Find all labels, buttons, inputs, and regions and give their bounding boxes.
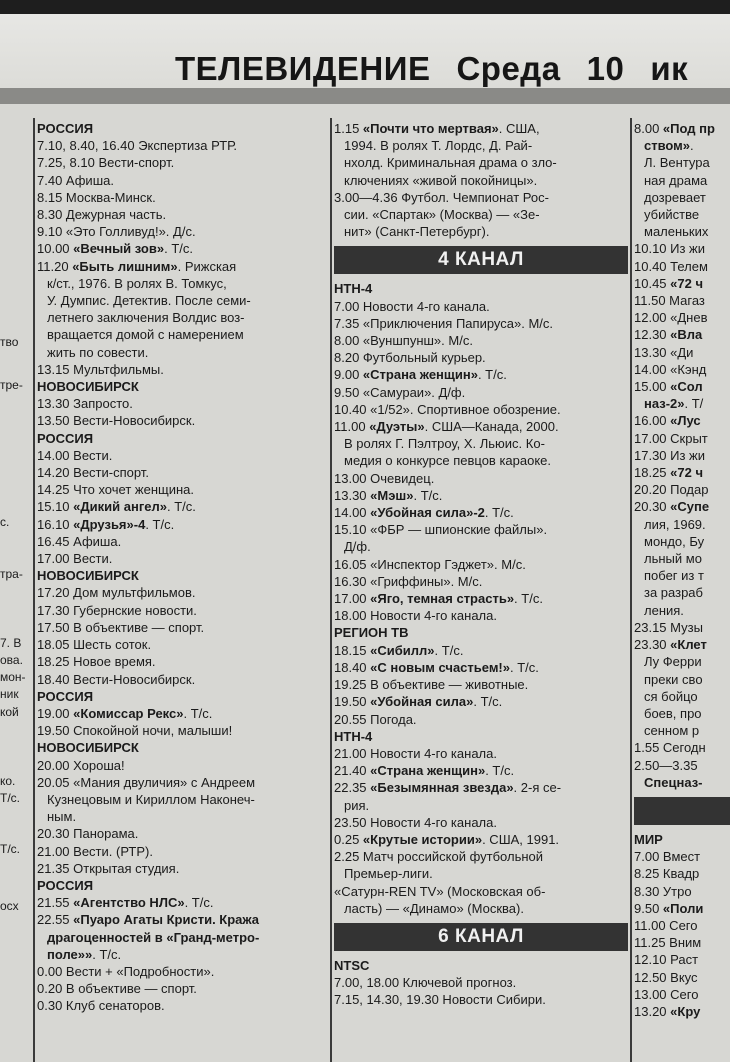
schedule-line: ная драма	[644, 172, 708, 188]
column-left-fragment	[0, 334, 32, 916]
page-title	[175, 50, 688, 88]
schedule-text: 11.00	[334, 419, 370, 435]
column-rossiya	[37, 120, 328, 1015]
schedule-line	[37, 240, 328, 257]
schedule-text: 16.00	[634, 413, 671, 429]
schedule-text: . Т/	[684, 396, 704, 412]
schedule-line: 11.25 Вним	[634, 935, 702, 951]
column-divider	[630, 118, 632, 1062]
schedule-line	[37, 498, 328, 515]
schedule-line	[334, 504, 628, 521]
title-date: 10	[586, 50, 625, 87]
program-title: «Вла	[670, 327, 703, 343]
channel-heading: 4 КАНАЛ	[334, 246, 628, 274]
region-heading: РОССИЯ	[37, 688, 94, 704]
schedule-text: . Т/с.	[413, 487, 443, 503]
program-title: «Под пр	[662, 121, 715, 136]
schedule-line: 18.25 Новое время.	[37, 654, 156, 670]
region-heading: НОВОСИБИРСК	[37, 379, 139, 395]
schedule-text: 18.15	[334, 642, 371, 658]
schedule-line	[334, 831, 628, 848]
schedule-line: сии. «Спартак» (Москва) — «Зе-	[344, 207, 540, 223]
column-divider	[33, 118, 35, 1062]
region-heading: НОВОСИБИРСК	[37, 568, 139, 584]
schedule-text: 22.55	[37, 912, 74, 928]
program-title: «Дикий ангел»	[73, 499, 167, 515]
schedule-line: 13.00 Сего	[634, 986, 699, 1002]
schedule-text: 19.50	[334, 694, 371, 710]
program-title: «Безымянная звезда»	[370, 780, 514, 796]
title-day: Среда	[456, 50, 561, 87]
schedule-text: 20.30	[634, 499, 671, 515]
schedule-text: . США—Канада, 2000.	[424, 419, 559, 435]
top-edge	[0, 0, 730, 14]
schedule-text: . Т/с.	[477, 367, 507, 383]
schedule-line: 7.00 Вмест	[634, 849, 701, 865]
schedule-line: 13.00 Очевидец.	[334, 470, 435, 486]
schedule-line: 15.10 «ФБР — шпионские файлы».	[334, 522, 548, 538]
schedule-line: 9.50 «Самураи». Д/ф.	[334, 384, 466, 400]
schedule-line: 7.25, 8.10 Вести-спорт.	[37, 155, 175, 171]
schedule-line	[37, 894, 328, 911]
schedule-line: 7.35 «Приключения Папируса». М/с.	[334, 315, 554, 331]
schedule-text: . Рижская	[177, 258, 237, 274]
schedule-line	[334, 659, 628, 676]
region-heading: НТН-4	[334, 728, 373, 744]
schedule-line: 8.15 Москва-Минск.	[37, 189, 156, 205]
schedule-line	[634, 774, 730, 791]
schedule-text: 15.10	[37, 499, 74, 515]
schedule-line: 0.30 Клуб сенаторов.	[37, 998, 165, 1014]
region-heading: NTSC	[334, 957, 370, 973]
schedule-line: Премьер-лиги.	[344, 866, 433, 882]
program-title: «Сибилл»	[370, 642, 435, 658]
header-rule	[0, 88, 730, 104]
title-month-fragment: ик	[650, 50, 689, 87]
schedule-line: рия.	[344, 797, 370, 813]
schedule-line: 10.10 Из жи	[634, 241, 706, 257]
schedule-text: 10.45	[634, 275, 671, 291]
program-title: наз-2»	[644, 396, 685, 412]
schedule-line: Т/с.	[0, 791, 20, 806]
schedule-line	[334, 418, 628, 435]
schedule-line: 8.30 Дежурная часть.	[37, 207, 167, 223]
schedule-line: 1.55 Сегодн	[634, 740, 706, 756]
schedule-line	[634, 636, 730, 653]
schedule-text: . Т/с.	[434, 642, 464, 658]
schedule-line: 17.20 Дом мультфильмов.	[37, 585, 196, 601]
schedule-line: У. Думпис. Детектив. После семи-	[47, 293, 251, 309]
schedule-line	[37, 705, 328, 722]
schedule-line: 8.00 «Вуншпунш». М/с.	[334, 333, 473, 349]
schedule-line: Лу Ферри	[644, 654, 702, 670]
region-heading: МИР	[634, 831, 663, 847]
program-title: «Вечный зов»	[73, 241, 165, 257]
program-title: «72 ч	[670, 465, 704, 481]
schedule-line: нхолд. Криминальная драма о зло-	[344, 155, 557, 171]
schedule-line: 12.10 Раст	[634, 952, 699, 968]
schedule-line: маленьких	[644, 224, 709, 240]
schedule-line: ным.	[47, 809, 77, 825]
schedule-line: мон-	[0, 670, 26, 685]
schedule-line: 20.20 Подар	[634, 482, 709, 498]
schedule-line: тре-	[0, 378, 23, 393]
program-title: Спецназ-	[644, 774, 703, 790]
schedule-text: . Т/с.	[164, 241, 193, 257]
schedule-text: 21.40	[334, 763, 371, 779]
column-4-kanal	[334, 120, 628, 1009]
schedule-line: 9.10 «Это Голливуд!». Д/с.	[37, 224, 196, 240]
schedule-line: ления.	[644, 602, 684, 618]
schedule-line: ник	[0, 687, 19, 702]
schedule-line: 7.00, 18.00 Ключевой прогноз.	[334, 975, 517, 991]
program-title: «Поли	[662, 900, 704, 916]
schedule-text: . США, 1991.	[482, 831, 560, 847]
schedule-line: медия о конкурсе певцов караоке.	[344, 453, 552, 469]
schedule-line: тра-	[0, 566, 23, 581]
schedule-text: . Т/с.	[485, 763, 515, 779]
schedule-line: 7.40 Афиша.	[37, 172, 114, 188]
schedule-text: . Т/с.	[473, 694, 503, 710]
schedule-line	[634, 412, 730, 429]
schedule-text: 14.00	[334, 505, 371, 521]
schedule-line: осх	[0, 899, 19, 914]
schedule-line: лия, 1969.	[644, 516, 706, 532]
schedule-line: жить по совести.	[47, 344, 149, 360]
schedule-line	[334, 642, 628, 659]
schedule-text: . 2-я се-	[513, 780, 562, 796]
schedule-line: В ролях Г. Пэлтроу, Х. Льюис. Ко-	[344, 436, 545, 452]
program-title: «Крутые истории»	[362, 831, 483, 847]
schedule-text: .	[690, 138, 694, 154]
schedule-line: 18.40 Вести-Новосибирск.	[37, 671, 196, 687]
schedule-text: 21.55	[37, 895, 74, 911]
schedule-line	[334, 590, 628, 607]
schedule-line: 7. В	[0, 635, 22, 650]
schedule-line: ова.	[0, 653, 23, 668]
schedule-line: 16.45 Афиша.	[37, 533, 122, 549]
program-title: «Убойная сила»-2	[370, 505, 485, 521]
region-heading: НТН-4	[334, 281, 373, 297]
schedule-text: 22.35	[334, 780, 371, 796]
region-heading: РОССИЯ	[37, 121, 94, 136]
schedule-line	[334, 693, 628, 710]
schedule-line: Кузнецовым и Кириллом Наконеч-	[47, 791, 255, 807]
schedule-text: 15.00	[634, 379, 671, 395]
schedule-line: 8.25 Квадр	[634, 866, 700, 882]
page-header	[0, 14, 730, 88]
schedule-line: убийстве	[644, 207, 700, 223]
schedule-line: «Сатурн-REN TV» (Московская об-	[334, 883, 546, 899]
schedule-line: 2.25 Матч российской футбольной	[334, 849, 544, 865]
schedule-text: 13.20	[634, 1003, 671, 1019]
schedule-line: 23.15 Музы	[634, 619, 703, 635]
program-title: «Почти что мертвая»	[362, 121, 499, 136]
schedule-line	[334, 366, 628, 383]
region-heading: РОССИЯ	[37, 430, 94, 446]
schedule-line: 20.30 Панорама.	[37, 826, 139, 842]
schedule-line: 17.00 Вести.	[37, 551, 113, 567]
schedule-text: 19.00	[37, 705, 74, 721]
program-title: «Друзья»-4	[73, 516, 146, 532]
schedule-line	[634, 275, 730, 292]
schedule-line: 18.00 Новости 4-го канала.	[334, 608, 497, 624]
program-title: «Лус	[670, 413, 701, 429]
schedule-line: с.	[0, 515, 10, 530]
schedule-line: дозревает	[644, 189, 706, 205]
schedule-line: 14.00 Вести.	[37, 447, 113, 463]
schedule-text: 0.25	[334, 831, 363, 847]
program-title: «Агентство НЛС»	[73, 895, 185, 911]
schedule-line	[334, 487, 628, 504]
schedule-text: 1.15	[334, 121, 363, 136]
schedule-line	[634, 326, 730, 343]
program-title: «Мэш»	[370, 487, 414, 503]
schedule-line: 19.50 Спокойной ночи, малыши!	[37, 723, 233, 739]
schedule-line: сенном р	[644, 723, 700, 739]
schedule-line: 7.10, 8.40, 16.40 Экспертиза РТР.	[37, 138, 237, 154]
program-title: «Убойная сила»	[370, 694, 474, 710]
schedule-line: летнего заключения Волдис воз-	[47, 310, 245, 326]
schedule-line: ключениях «живой покойницы».	[344, 172, 538, 188]
program-title: драгоценностей в «Гранд-метро-	[47, 929, 260, 945]
schedule-line: 16.05 «Инспектор Гэджет». М/с.	[334, 556, 526, 572]
program-title: «Быть лишним»	[72, 258, 178, 274]
program-title: «Комиссар Рекс»	[73, 705, 184, 721]
schedule-line	[334, 120, 628, 137]
schedule-text: 18.25	[634, 465, 671, 481]
schedule-line: 19.25 В объективе — животные.	[334, 677, 529, 693]
schedule-line: 13.50 Вести-Новосибирск.	[37, 413, 196, 429]
schedule-line	[634, 498, 730, 515]
region-heading: НОВОСИБИРСК	[37, 740, 139, 756]
schedule-line: 0.00 Вести + «Подробности».	[37, 963, 215, 979]
schedule-line: 14.00 «Кэнд	[634, 361, 707, 377]
schedule-text: 12.30	[634, 327, 671, 343]
schedule-line: 17.50 В объективе — спорт.	[37, 619, 205, 635]
schedule-line: 14.25 Что хочет женщина.	[37, 482, 194, 498]
schedule-text: 10.00	[37, 241, 74, 257]
schedule-line: 14.20 Вести-спорт.	[37, 465, 149, 481]
schedule-line: ко.	[0, 773, 16, 788]
schedule-line: 20.00 Хороша!	[37, 757, 125, 773]
schedule-text: 11.20	[37, 258, 73, 274]
schedule-line	[634, 900, 730, 917]
schedule-line: 21.35 Открытая студия.	[37, 860, 180, 876]
program-title: «Дуэты»	[369, 419, 425, 435]
schedule-line: кой	[0, 704, 19, 719]
schedule-text: . Т/с.	[166, 499, 196, 515]
schedule-text: 9.00	[334, 367, 363, 383]
schedule-line: 10.40 Телем	[634, 258, 708, 274]
schedule-text: . Т/с.	[183, 705, 213, 721]
schedule-line: 0.20 В объективе — спорт.	[37, 981, 197, 997]
schedule-text: 13.30	[334, 487, 371, 503]
schedule-text: 16.10	[37, 516, 74, 532]
schedule-line: 2.50—3.35	[634, 757, 698, 773]
schedule-line: Т/с.	[0, 842, 20, 857]
schedule-line: 21.00 Вести. (РТР).	[37, 843, 153, 859]
schedule-line: 16.30 «Гриффины». М/с.	[334, 573, 483, 589]
program-title: поле»»	[47, 946, 93, 962]
schedule-line: 18.05 Шесть соток.	[37, 637, 152, 653]
schedule-line: ласть) — «Динамо» (Москва).	[344, 900, 524, 916]
schedule-line: 13.15 Мультфильмы.	[37, 361, 164, 377]
schedule-line: ся бойцо	[644, 688, 698, 704]
schedule-line: 8.20 Футбольный курьер.	[334, 350, 486, 366]
schedule-line: тво	[0, 335, 19, 349]
program-title: «Сол	[670, 379, 703, 395]
column-right-fragment	[634, 120, 730, 1020]
schedule-line: 17.30 Из жи	[634, 447, 706, 463]
schedule-line: 13.30 «Ди	[634, 344, 694, 360]
schedule-line: 21.00 Новости 4-го канала.	[334, 745, 497, 761]
schedule-line	[37, 911, 328, 928]
schedule-line	[37, 929, 328, 946]
title-main: ТЕЛЕВИДЕНИЕ	[175, 50, 431, 87]
schedule-line: 12.50 Вкус	[634, 969, 698, 985]
schedule-line: 7.00 Новости 4-го канала.	[334, 298, 490, 314]
schedule-line: 7.15, 14.30, 19.30 Новости Сибири.	[334, 992, 546, 1008]
schedule-text: . США,	[498, 121, 540, 136]
schedule-line: 10.40 «1/52». Спортивное обозрение.	[334, 401, 561, 417]
schedule-line	[634, 378, 730, 395]
schedule-text: 17.00	[334, 591, 371, 607]
program-title: ством»	[644, 138, 691, 154]
schedule-text: . Т/с.	[145, 516, 175, 532]
schedule-line: побег из т	[644, 568, 704, 584]
schedule-line: 20.05 «Мания двуличия» с Андреем	[37, 774, 256, 790]
program-title: «С новым счастьем!»	[370, 659, 510, 675]
schedule-line: 12.00 «Днев	[634, 310, 708, 326]
region-heading: РЕГИОН ТВ	[334, 625, 409, 641]
schedule-page	[0, 104, 730, 1062]
schedule-line: 3.00—4.36 Футбол. Чемпионат Рос-	[334, 189, 549, 205]
schedule-text: 23.30	[634, 637, 671, 653]
schedule-line	[334, 779, 628, 796]
schedule-line: 17.30 Губернские новости.	[37, 602, 197, 618]
schedule-text: . Т/с.	[92, 946, 122, 962]
program-title: «Страна женщин»	[370, 763, 486, 779]
channel-heading: 6 КАНАЛ	[334, 923, 628, 951]
schedule-text: . Т/с.	[514, 591, 543, 607]
program-title: «Пуаро Агаты Кристи. Кража	[73, 912, 260, 928]
program-title: «72 ч	[670, 275, 704, 291]
schedule-line	[634, 1003, 730, 1020]
schedule-line	[634, 395, 730, 412]
schedule-text: . Т/с.	[184, 895, 214, 911]
schedule-line	[37, 516, 328, 533]
schedule-line: 1994. В ролях Т. Лордс, Д. Рай-	[344, 138, 533, 154]
schedule-line: преки сво	[644, 671, 703, 687]
region-heading: РОССИЯ	[37, 877, 94, 893]
schedule-line: 8.30 Утро	[634, 883, 692, 899]
program-title: «Супе	[670, 499, 710, 515]
schedule-line: 11.00 Сего	[634, 917, 698, 933]
schedule-line	[634, 137, 730, 154]
schedule-line: вращается домой с намерением	[47, 327, 244, 343]
program-title: «Страна женщин»	[362, 367, 478, 383]
schedule-text: 8.00	[634, 121, 663, 136]
schedule-line	[634, 120, 730, 137]
schedule-line: 11.50 Магаз	[634, 293, 705, 309]
schedule-line: нит» (Санкт-Петербург).	[344, 224, 490, 240]
schedule-text: . Т/с.	[484, 505, 514, 521]
schedule-line: боев, про	[644, 705, 702, 721]
schedule-line	[37, 258, 328, 275]
schedule-line: к/ст., 1976. В ролях В. Томкус,	[47, 275, 227, 291]
program-title: «Кру	[670, 1003, 701, 1019]
schedule-line: Л. Вентура	[644, 155, 710, 171]
program-title: «Яго, темная страсть»	[370, 591, 515, 607]
schedule-line	[37, 946, 328, 963]
schedule-line: 20.55 Погода.	[334, 711, 417, 727]
schedule-line: 23.50 Новости 4-го канала.	[334, 814, 497, 830]
schedule-line: льный мо	[644, 551, 702, 567]
schedule-text: 18.40	[334, 659, 371, 675]
schedule-line: мондо, Бу	[644, 533, 705, 549]
schedule-line: за разраб	[644, 585, 703, 601]
schedule-line	[634, 464, 730, 481]
schedule-line: 17.00 Скрыт	[634, 430, 708, 446]
schedule-text: . Т/с.	[510, 659, 539, 675]
schedule-line: 13.30 Запросто.	[37, 396, 133, 412]
schedule-line: Д/ф.	[344, 539, 371, 555]
channel-heading	[634, 797, 730, 825]
schedule-text: 9.50	[634, 900, 663, 916]
schedule-line	[334, 762, 628, 779]
column-divider	[330, 118, 332, 1062]
program-title: «Клет	[670, 637, 707, 653]
